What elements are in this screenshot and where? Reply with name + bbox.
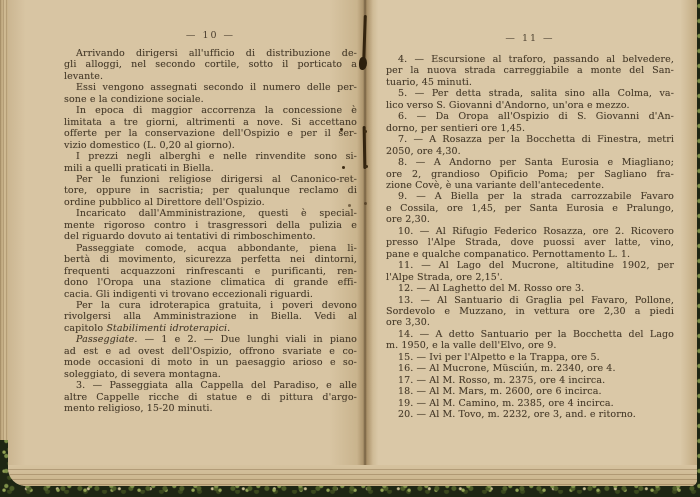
text-segment: 11. — Al Lago del Mucrone, altitudine 1902, per [398,260,674,272]
text-line [386,386,674,397]
text-segment: rivolgersi alla Amministrazione in Biella. Vedi al [64,311,357,323]
text-line [64,128,357,139]
text-segment: mili a quelli praticati in Biella. [64,162,214,174]
text-segment: 14. — A detto Santuario per la Bocchetta del Lago [398,328,674,340]
left-page-text [64,48,357,415]
text-line [386,203,674,214]
text-line [64,151,357,162]
text-line [386,65,674,76]
text-line [64,117,357,128]
text-line [386,352,674,363]
text-line [386,260,674,271]
text-segment: Essi vengono assegnati secondo il numero delle per- [76,82,357,94]
text-line [386,146,674,157]
text-line [64,334,357,345]
text-segment: 3. — Passeggiata alla Cappella del Paradiso, e alle [76,380,357,392]
text-segment: — 1 e 2. — Due lunghi viali in piano [137,334,357,346]
text-segment: ore 2,30. [386,214,430,226]
text-line [386,375,674,386]
text-segment: per la nuova strada carreggiabile a monte del San- [386,65,674,77]
page-number-right: — 11 — [505,33,555,44]
text-segment: 4. — Escursione al traforo, passando al belvedere, [398,54,674,65]
text-line [386,123,674,134]
text-segment: In epoca di maggior accorrenza la concessione è [76,105,357,117]
text-segment: bertà di movimento, sicurezza perfetta nei dintorni, [64,254,357,266]
text-line [64,254,357,265]
text-line [64,323,357,334]
text-line [64,59,357,70]
text-segment: Arrivando dirigersi all'ufficio di distribuzione de- [76,48,357,59]
bottom-page-edges [8,465,697,486]
text-line [386,329,674,340]
text-line [386,398,674,409]
text-segment: ordine pubblico al Direttore dell'Ospizio. [64,196,265,208]
text-line [64,185,357,196]
text-line [64,105,357,116]
text-segment: limitata a tre giorni, altrimenti a nove. Si accettano [64,116,357,128]
text-line [386,111,674,122]
text-line [386,306,674,317]
text-line [386,88,674,99]
text-segment: ore 2, grandioso Opificio Poma; per Sagliano fra- [386,168,674,180]
text-line [386,340,674,351]
text-segment: del riguardo dovuto ai tentativi di rimboschimento. [64,231,316,243]
text-line [64,94,357,105]
text-line [386,214,674,225]
text-segment: mento religioso, 15-20 minuti. [64,403,213,415]
page-number-left: — 10 — [185,30,236,41]
text-line [386,237,674,248]
text-segment: 9. — A Biella per la strada carrozzabile Favaro [398,191,674,203]
text-segment: lico verso S. Giovanni d'Andorno, un'ora e mezzo. [386,99,630,111]
text-segment: dorno, per sentieri ore 1,45. [386,122,526,134]
binding-stitch-dot [364,202,367,205]
text-line [64,231,357,242]
text-line [386,283,674,294]
text-line [64,311,357,322]
text-line [64,289,357,300]
text-line [64,266,357,277]
text-line [386,180,674,191]
text-line [64,369,357,380]
text-line [386,226,674,237]
text-segment: 2050, ore 4,30. [386,145,461,157]
text-segment: mode occasioni di moto in un paesaggio arioso e so- [64,357,357,369]
text-segment: 17. — Al M. Rosso, m. 2375, ore 4 incirca. [398,374,606,386]
text-segment: frequenti acquazzoni rinfrescanti e purificanti, ren- [64,265,357,277]
text-segment: 19. — Al M. Camino, m. 2385, ore 4 incirca. [398,397,614,409]
text-line [64,220,357,231]
text-segment: 16. — Al Mucrone, Müsciún, m. 2340, ore 4. [398,363,616,375]
text-segment: 12. — Al Laghetto del M. Rosso ore 3. [398,283,585,295]
text-line [64,208,357,219]
text-segment: tuario, 45 minuti. [386,76,473,88]
text-line [64,174,357,185]
text-line [386,169,674,180]
text-line [64,346,357,357]
text-segment: Per le funzioni religiose dirigersi al Canonico-ret- [76,173,357,185]
text-segment: e Cossila, ore 1,45, per Santa Eurosia e Pralungo, [386,202,674,214]
text-line [386,249,674,260]
text-segment: levante. [64,70,104,82]
text-line [64,392,357,403]
text-line [64,163,357,174]
text-line [64,71,357,82]
book-gutter [357,0,373,468]
text-segment: Incaricato dall'Amministrazione, questi è special- [76,208,357,220]
text-segment: 5. — Per detta strada, salita sino alla Colma, va- [398,88,674,100]
text-segment: cacia. Gli indigenti vi trovano eccezionali riguardi. [64,288,314,300]
binding-stitch-dot [364,130,367,133]
text-segment: ad est e ad ovest dell'Ospizio, offrono svariate e co- [64,345,357,357]
text-line [64,357,357,368]
text-segment: 7. — A Rosazza per la Bocchetta di Finestra, metri [398,134,674,146]
text-segment: capitolo [64,322,107,334]
text-line [64,300,357,311]
text-segment: m. 1950, e la valle dell'Elvo, ore 9. [386,340,557,352]
text-line [64,403,357,414]
text-line [64,243,357,254]
text-line [64,197,357,208]
right-page-text [386,54,674,421]
text-segment: presso l'Alpe Strada, dove puossi aver latte, vino, [386,237,674,249]
text-line [64,140,357,151]
text-line [386,363,674,374]
text-line [64,82,357,93]
text-line [386,191,674,202]
binding-stitch-dot [365,165,368,168]
text-segment: 6. — Da Oropa all'Ospizio di S. Giovanni d'An- [398,111,674,123]
text-line [386,54,674,65]
text-segment: I prezzi negli alberghi e nelle rinvendite sono si- [76,151,357,163]
text-segment: mente rigoroso contro i trasgressori della pulizia e [64,219,357,231]
italic-text-segment: Stabilimenti idroterapici. [106,322,231,334]
text-line [64,48,357,59]
text-segment: soleggiato, di severa montagna. [64,368,221,380]
text-line [386,272,674,283]
text-segment: 8. — A Andorno per Santa Eurosia e Miagliano; [398,157,674,169]
text-line [386,77,674,88]
text-line [386,157,674,168]
text-line [386,100,674,111]
text-line [64,380,357,391]
text-line [64,277,357,288]
text-segment: 20. — Al M. Tovo, m. 2232, ore 3, and. e ritorno. [398,409,636,421]
text-segment: sone e la condizione sociale. [64,93,204,105]
text-line [386,409,674,420]
text-line [386,134,674,145]
text-segment: offerte per la conservazione dell'Ospizio e per il ser- [64,128,357,140]
text-line [386,317,674,328]
text-segment: dono l'Oropa una stazione climatica di grande effi- [64,277,357,289]
text-segment: Sordevolo e Muzzano, in vettura ore 2,30 a piedi [386,305,674,317]
text-segment: vizio domestico (L. 0,20 al giorno). [64,139,235,151]
italic-text-segment: Passeggiate. [76,334,138,346]
text-segment: 15. — Ivi per l'Alpetto e la Trappa, ore 5. [398,351,600,363]
text-segment: 13. — Al Santuario di Graglia pel Favaro, Pollone, [398,294,674,306]
text-segment: ore 3,30. [386,317,430,329]
text-segment: pane e qualche companatico. Pernottamento L. 1. [386,248,631,260]
text-segment: 18. — Al M. Mars, m. 2600, ore 6 incirca. [398,386,602,398]
text-segment: l'Alpe Strada, ore 2,15'. [386,271,503,283]
text-segment: altre Cappelle ricche di statue e di pittura d'argo- [64,391,357,403]
text-line [386,295,674,306]
text-segment: tore, oppure in sacristia; per qualunque reclamo di [64,185,357,197]
text-segment: 10. — Al Rifugio Federico Rosazza, ore 2. Ricovero [398,225,674,237]
text-segment: zione Covè, è una variante dell'antecedente. [386,179,605,191]
text-segment: Per la cura idroterapica gratuita, i poveri devono [76,299,357,311]
text-segment: gli alloggi, nel secondo cortile, sotto il porticato a [64,59,357,71]
open-book [8,0,697,486]
text-segment: Passeggiate comode, acqua abbondante, piena li- [76,242,357,254]
